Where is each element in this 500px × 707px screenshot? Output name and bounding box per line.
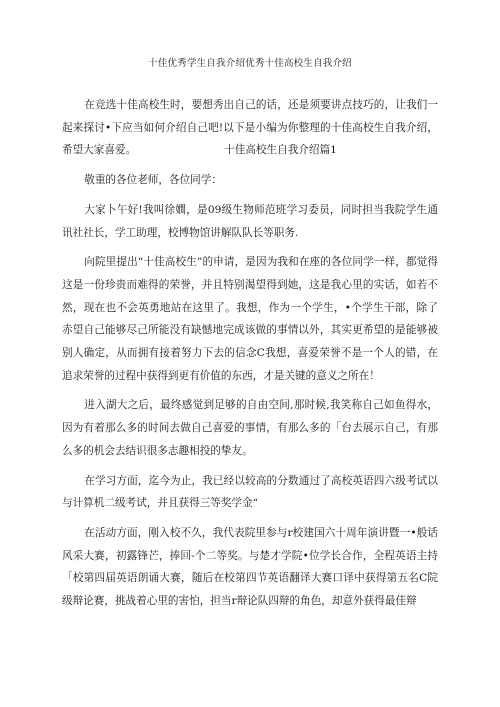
document-title: 十佳优秀学生自我介绍优秀十佳高校生自我介绍 xyxy=(148,58,352,69)
study-paragraph: 在学习方面，迄今为止，我已经以较高的分数通过了高校英语四六级考试以与计算机二级考试，并且获得三等奖学金“ xyxy=(62,474,438,510)
motivation-paragraph: 向院里提出“十佳高校生”的申请，是因为我和在座的各位同学一样，都觉得这是一份珍贵而难得的荣誉，并且特别渴望得到她，这是我心里的实话，如若不然，现在也不会英勇地站在这里了。我想，作为一个学生，•个学生干部，除了赤望自己能够尽己所能没有缺憾地完成该做的事情以外，其实更希望的是能够被别人确定，从而拥有接着努力下去的信念C我想，喜爱荣誉不是一个人的错，在追求荣誉的过程中获得到更有价值的东西，才是关键的意义之所在！ xyxy=(62,256,438,382)
salutation-paragraph: 敬重的各位老师，各位同学： xyxy=(84,174,222,187)
intro-text: 在竞选十佳高校生时，要想秀出自己的话，还是须要讲点技巧的，让我们一起来探讨•下应当如何介绍自己吧!以下是小编为你整理的十佳高校生自我介绍，希望大家喜爱。 xyxy=(62,99,438,157)
section-heading: 十佳高校生自我介绍篇1 xyxy=(224,144,337,157)
self-introduction-paragraph: 大家卜午好!我叫徐嫺，是09级生物师范班学习委员，同时担当我院学生通讯社社长，学工助理，校博物馆讲解队队长等职务. xyxy=(62,203,438,239)
intro-paragraph xyxy=(62,94,438,162)
activities-paragraph: 在活动方面，刚入校不久，我代表院里参与r校建国六十周年演讲暨一•般话风采大赛，初露锋芒，捧回-个二等奖。与楚才学院•位学长合作，全程英语主持「校第四届英语朗诵大赛，随后在校第四节英语翻译大赛口译中获得第五名C院级辩论赛，挑战着心里的害怕，担当r辩论队四辩的角色，却意外获得最佳辩 xyxy=(62,526,438,608)
document-body xyxy=(62,94,438,613)
university-life-paragraph: 进入湖大之后，最终感觉到足够的自由空间,那时候,我笑称自己如鱼得水，因为有着那么多的时间去做自己喜爱的事情，有那么多的「台去展示自己，有那么多的机会去结识很多志趣相投的挚友。 xyxy=(62,399,438,457)
